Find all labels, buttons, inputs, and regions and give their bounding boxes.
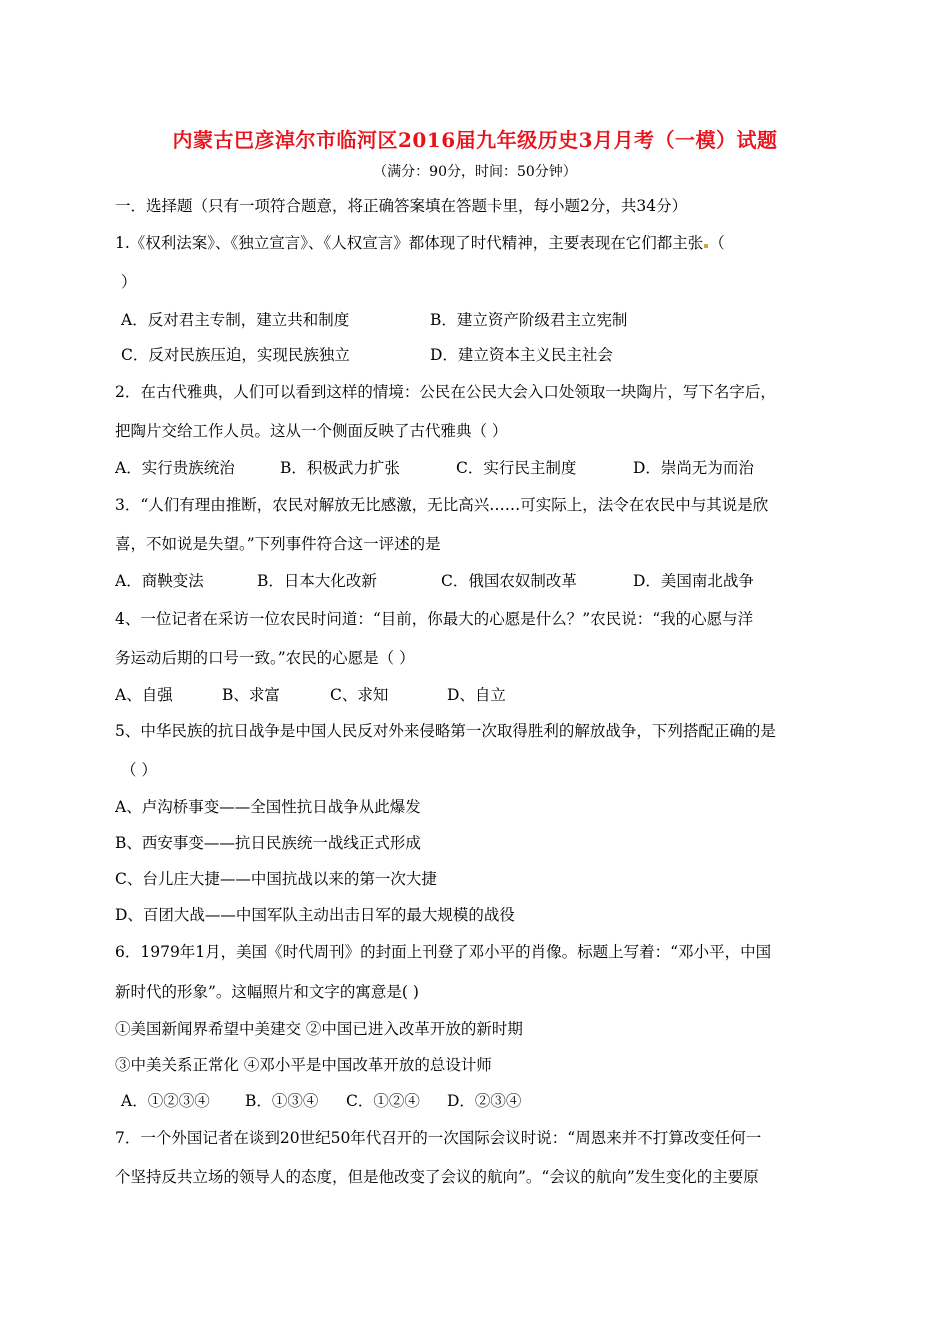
question-6-option-d: D．②③④	[447, 1092, 522, 1110]
question-2-option-c: C．实行民主制度	[456, 459, 577, 477]
question-6-line-2: 新时代的形象”。这幅照片和文字的寓意是( )	[115, 983, 419, 1001]
page-title: 内蒙古巴彦淖尔市临河区2016届九年级历史3月月考（一模）试题	[172, 128, 778, 152]
question-1-option-b: B．建立资产阶级君主立宪制	[430, 311, 628, 329]
question-4-option-d: D、自立	[447, 686, 506, 704]
question-5-option-b: B、西安事变——抗日民族统一战线正式形成	[115, 834, 421, 852]
question-3-option-b: B．日本大化改新	[257, 572, 377, 590]
mark-dot	[704, 244, 708, 248]
question-3-option-d: D．美国南北战争	[633, 572, 754, 590]
question-3-option-c: C．俄国农奴制改革	[441, 572, 577, 590]
question-1-option-d: D．建立资本主义民主社会	[430, 346, 613, 364]
question-6-line-1: 6．1979年1月，美国《时代周刊》的封面上刊登了邓小平的肖像。标题上写着：“邓小平，中国	[115, 943, 772, 961]
question-2-line-1: 2．在古代雅典，人们可以看到这样的情境：公民在公民大会入口处领取一块陶片，写下名字后，	[115, 383, 776, 401]
question-2-line-2: 把陶片交给工作人员。这从一个侧面反映了古代雅典（ ）	[115, 422, 508, 440]
question-6-option-c: C．①②④	[346, 1092, 420, 1110]
question-6-option-b: B．①③④	[245, 1092, 319, 1110]
question-3-option-a: A．商鞅变法	[115, 572, 204, 590]
question-3-line-2: 喜，不如说是失望。”下列事件符合这一评述的是	[115, 535, 441, 553]
question-5-line-1: 5、中华民族的抗日战争是中国人民反对外来侵略第一次取得胜利的解放战争，下列搭配正确的是	[115, 722, 776, 740]
question-5-option-d: D、百团大战——中国军队主动出击日军的最大规模的战役	[115, 906, 515, 924]
question-5-option-c: C、台儿庄大捷——中国抗战以来的第一次大捷	[115, 870, 437, 888]
question-6-statement-1: ①美国新闻界希望中美建交 ②中国已进入改革开放的新时期	[115, 1020, 523, 1038]
question-2-option-b: B．积极武力扩张	[280, 459, 400, 477]
question-3-line-1: 3．“人们有理由推断，农民对解放无比感激，无比高兴……可实际上，法令在农民中与其说是欣	[115, 496, 769, 514]
question-2-option-a: A．实行贵族统治	[115, 459, 235, 477]
question-7-line-1: 7．一个外国记者在谈到20世纪50年代召开的一次国际会议时说：“周恩来并不打算改变任何一	[115, 1129, 762, 1147]
question-1-line-2: ）	[121, 273, 137, 291]
question-5-option-a: A、卢沟桥事变——全国性抗日战争从此爆发	[115, 798, 421, 816]
section-heading: 一．选择题（只有一项符合题意，将正确答案填在答题卡里，每小题2分，共34分）	[115, 197, 688, 215]
question-4-line-2: 务运动后期的口号一致。”农民的心愿是（ ）	[115, 649, 415, 667]
question-1-option-c: C．反对民族压迫，实现民族独立	[121, 346, 350, 364]
question-5-line-2: （ ）	[121, 761, 157, 779]
question-4-option-b: B、求富	[222, 686, 280, 704]
question-4-option-c: C、求知	[330, 686, 389, 704]
question-4-line-1: 4、一位记者在采访一位农民时问道：“目前，你最大的心愿是什么？”农民说：“我的心愿与洋	[115, 610, 754, 628]
question-1-option-a: A．反对君主专制，建立共和制度	[121, 311, 350, 329]
page-subtitle: （满分：90分，时间：50分钟）	[373, 164, 577, 180]
question-6-option-a: A．①②③④	[121, 1092, 210, 1110]
question-4-option-a: A、自强	[115, 686, 173, 704]
question-2-option-d: D．崇尚无为而治	[633, 459, 754, 477]
question-7-line-2: 个坚持反共立场的领导人的态度，但是他改变了会议的航向”。“会议的航向”发生变化的主要原	[115, 1168, 759, 1186]
question-1-line-1: 1.《权利法案》、《独立宣言》、《人权宣言》都体现了时代精神，主要表现在它们都主张 （	[115, 234, 725, 252]
question-6-statement-2: ③中美关系正常化 ④邓小平是中国改革开放的总设计师	[115, 1056, 492, 1074]
